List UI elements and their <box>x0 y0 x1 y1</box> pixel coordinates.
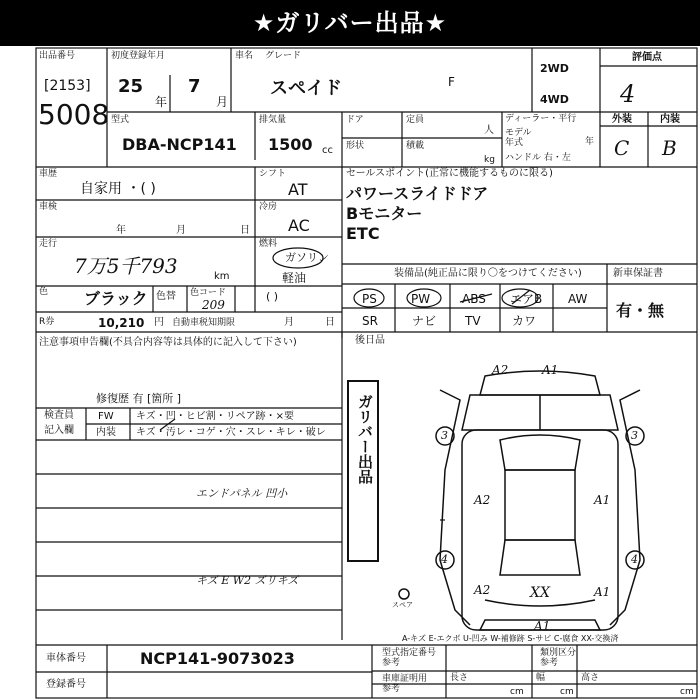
damage-legend: A-キズ E-エクボ U-凹み W-補修跡 S-サビ C-腐食 XX-交換済 <box>402 634 619 643</box>
checker-fw: FW <box>98 411 114 422</box>
tax-month: 月 <box>284 317 294 328</box>
fuel-diesel: 軽油 <box>282 271 307 285</box>
grade: F <box>448 75 455 89</box>
sales-line1: パワースライドドア <box>346 184 489 203</box>
rating-score: 4 <box>620 80 636 108</box>
tax-label: 自動車税知期限 <box>172 318 236 328</box>
recycle-value: 10,210 <box>98 316 145 330</box>
checker-int-text: キズ・汚レ・コゲ・穴・スレ・キレ・破レ <box>136 427 326 438</box>
equip-airbag: エアB <box>510 292 543 306</box>
mileage-unit: km <box>214 271 230 282</box>
equip-tv: TV <box>465 314 481 328</box>
shift-label: シフト <box>259 169 287 179</box>
tax-day: 日 <box>325 317 335 328</box>
rating-int: B <box>662 136 677 160</box>
ac-label: 冷房 <box>259 202 278 212</box>
color-value: ブラック <box>84 289 148 308</box>
stamp-vertical: ガリバー出品 <box>356 394 374 484</box>
repair-history: 修復歴 有 [箇所 ] <box>96 392 182 405</box>
chassis-label: 車体番号 <box>46 653 86 664</box>
diag-label-3-left: 3 <box>441 429 448 442</box>
recycle-unit: 円 <box>154 317 164 328</box>
reg-label: 登録番号 <box>46 679 86 690</box>
diag-label-xx: XX <box>530 585 550 601</box>
fuel-gasoline: ガソリン <box>285 251 329 264</box>
load-label: 積載 <box>406 141 425 151</box>
shape-label: 形状 <box>346 141 365 151</box>
rating-label: 評価点 <box>632 52 662 63</box>
fuel-label: 燃料 <box>259 239 278 249</box>
width-unit: cm <box>560 687 574 697</box>
diag-label-3-right: 3 <box>631 429 638 442</box>
car-name-label: 車名 <box>235 51 254 61</box>
fuel-paren: ( ) <box>266 290 279 303</box>
lot-number: 5008 <box>38 98 110 131</box>
height-label: 高さ <box>581 673 600 683</box>
drive-2wd: 2WD <box>540 62 569 75</box>
diag-label-a1-low: A1 <box>594 585 611 599</box>
ac-value: AC <box>288 216 310 235</box>
vehicle-cert-label: 車庫証明用 参考 <box>382 674 428 694</box>
mileage-label: 走行 <box>39 239 58 249</box>
displacement-unit: cc <box>322 145 333 156</box>
color-label: 色 <box>39 287 49 297</box>
person-unit: 人 <box>484 125 494 136</box>
rating-ext-label: 外装 <box>612 114 632 125</box>
history-label: 車歴 <box>39 169 58 179</box>
notes-label: 注意事項申告欄(不具合内容等は具体的に記入して下さい) <box>39 337 297 348</box>
diag-label-a1-top: A1 <box>542 363 559 377</box>
handle-label: ハンドル 右・左 <box>505 153 571 163</box>
diag-label-4-right: 4 <box>631 553 638 566</box>
length-unit: cm <box>510 687 524 697</box>
equip-pw: PW <box>411 292 431 306</box>
checker-label-1: 検査員 <box>44 410 74 421</box>
length-label: 長さ <box>450 673 469 683</box>
year-unit: 年 <box>155 95 168 109</box>
hand-note-2: キズ E W2 ズリキズ <box>196 574 299 587</box>
after-goods: 後日品 <box>355 335 385 346</box>
equipment-label: 装備品(純正品に限り〇をつけてください) <box>394 268 582 279</box>
equip-abs: ABS <box>462 292 486 306</box>
rating-int-label: 内装 <box>660 114 680 125</box>
diag-label-a2-top: A2 <box>492 363 509 377</box>
diag-label-4-left: 4 <box>441 553 448 566</box>
color-change-label: 色替 <box>156 291 176 302</box>
checker-fw-text: キズ・凹・ヒビ割・リペア跡・×要 <box>136 411 294 422</box>
color-code: 209 <box>202 298 225 312</box>
hand-note-1: エンドパネル 凹小 <box>196 487 288 500</box>
inspection-year: 年 <box>116 225 126 236</box>
model-label: 型式 <box>111 115 130 125</box>
spare-label: スペア <box>392 601 413 609</box>
model-year-unit: 年 <box>585 137 595 147</box>
displacement-value: 1500 <box>268 135 313 154</box>
first-reg-year: 25 <box>118 76 144 97</box>
shift-value: AT <box>288 180 308 199</box>
drive-4wd: 4WD <box>540 93 569 106</box>
inspection-month: 月 <box>176 225 186 236</box>
equip-navi: ナビ <box>412 314 437 328</box>
model-year-label: モデル 年式 <box>505 128 532 148</box>
width-label: 幅 <box>536 673 546 683</box>
recycle-label: R券 <box>39 317 55 327</box>
history-value: 自家用 ・( ) <box>80 181 156 197</box>
dealer-label: ディーラー・平行 <box>505 114 577 124</box>
grade-label: グレード <box>265 51 302 61</box>
car-name: スペイド <box>270 78 342 99</box>
lot-label: 出品番号 <box>39 51 76 61</box>
first-reg-label: 初度登録年月 <box>111 51 166 61</box>
capacity-label: 定員 <box>406 115 425 125</box>
checker-label-2: 記入欄 <box>44 425 74 436</box>
diag-label-a2-mid: A2 <box>474 493 491 507</box>
inspection-label: 車検 <box>39 202 58 212</box>
warranty-label: 新車保証書 <box>613 268 663 279</box>
warranty-value: 有・無 <box>616 301 665 320</box>
model-value: DBA-NCP141 <box>122 135 237 154</box>
model-cert-label: 型式指定番号 参考 <box>382 648 437 668</box>
page-title: ★ガリバー出品★ <box>0 0 700 46</box>
equip-sr: SR <box>362 314 378 328</box>
first-reg-month: 7 <box>188 76 201 97</box>
equip-aw: AW <box>568 292 588 306</box>
month-unit: 月 <box>216 95 229 109</box>
sales-line3: ETC <box>346 224 380 243</box>
color-code-label: 色コード <box>190 288 227 298</box>
sales-line2: Bモニター <box>346 204 423 223</box>
sales-label: セールスポイント(正常に機能するものに限る) <box>346 168 553 179</box>
equip-leather: カワ <box>512 314 537 328</box>
diag-label-a2-low: A2 <box>474 583 491 597</box>
displacement-label: 排気量 <box>259 115 287 125</box>
equip-ps: PS <box>362 292 377 306</box>
rating-ext: C <box>614 136 630 160</box>
mileage-value: 7万5千793 <box>74 254 178 278</box>
inspection-day: 日 <box>240 225 250 236</box>
diag-label-a1-rear: A1 <box>534 619 551 633</box>
kg-unit: kg <box>484 155 495 165</box>
diag-label-a1-mid: A1 <box>594 493 611 507</box>
class-cert-label: 類別区分 参考 <box>540 648 577 668</box>
chassis-value: NCP141-9073023 <box>140 649 295 668</box>
height-unit: cm <box>680 687 694 697</box>
door-label: ドア <box>346 115 364 125</box>
lot-code: [2153] <box>44 78 91 94</box>
checker-int: 内装 <box>96 427 116 438</box>
